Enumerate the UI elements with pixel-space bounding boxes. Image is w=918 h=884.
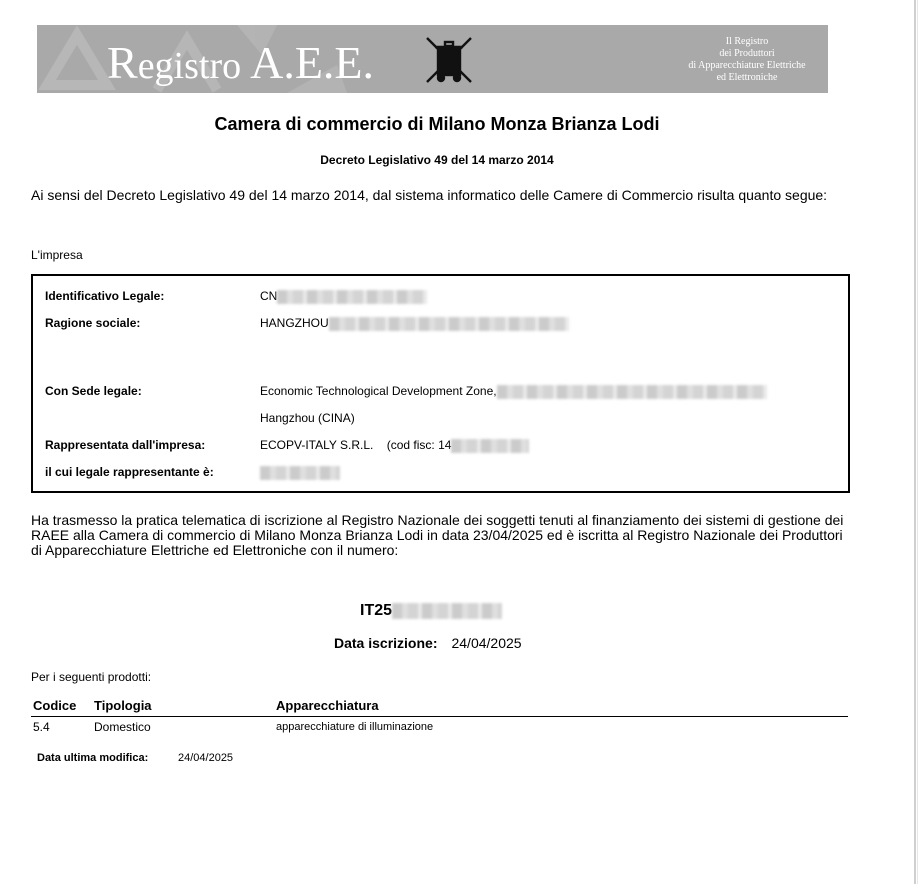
- redacted-block: [329, 317, 569, 331]
- intro-paragraph: Ai sensi del Decreto Legislativo 49 del 14 marzo 2014, dal sistema informatico delle Camere di Commercio risulta quanto segue:: [31, 187, 828, 203]
- identificativo-label: Identificativo Legale:: [45, 289, 165, 303]
- banner-subtitle-line: dei Produttori: [719, 48, 775, 59]
- identificativo-value: CN: [260, 289, 427, 304]
- banner-title-aee: A.E.E.: [250, 37, 375, 88]
- header-apparecchiatura: Apparecchiatura: [276, 698, 379, 713]
- data-ultima-modifica: [37, 752, 233, 764]
- product-apparecchiatura: apparecchiature di illuminazione: [276, 721, 434, 733]
- redacted-block: [392, 603, 502, 619]
- cod-fisc: (cod fisc: 14: [386, 438, 452, 452]
- registration-number: IT25: [360, 602, 502, 620]
- banner-title-r: R: [107, 37, 138, 88]
- impresa-section-label: L'impresa: [31, 248, 83, 262]
- redacted-block: [451, 439, 529, 453]
- data-iscrizione-value: 24/04/2025: [451, 635, 522, 651]
- page-edge: [914, 0, 916, 884]
- banner-subtitle: [672, 36, 822, 84]
- legale-label: il cui legale rappresentante è:: [45, 465, 214, 479]
- company-details-box: [31, 274, 850, 493]
- rappresentata-label: Rappresentata dall'impresa:: [45, 438, 206, 452]
- header-codice: Codice: [33, 698, 77, 713]
- product-codice: 5.4: [33, 720, 50, 734]
- redacted-block: [277, 290, 427, 304]
- modifica-value: 24/04/2025: [178, 752, 234, 764]
- crossed-out-bin-icon: [423, 35, 475, 85]
- redacted-block: [260, 466, 340, 480]
- decree-subtitle: Decreto Legislativo 49 del 14 marzo 2014: [320, 153, 554, 167]
- data-iscrizione-label: Data iscrizione:: [334, 635, 438, 651]
- rappresentata-value: ECOPV-ITALY S.R.L. (cod fisc: 14: [260, 438, 529, 453]
- sede-label: Con Sede legale:: [45, 384, 142, 398]
- sede-value: Economic Technological Development Zone,: [260, 384, 767, 399]
- table-header-divider: [31, 716, 848, 717]
- data-iscrizione: [334, 635, 522, 651]
- banner-subtitle-line: ed Elettroniche: [716, 72, 778, 83]
- banner-subtitle-line: Il Registro: [725, 36, 769, 47]
- banner-subtitle-line: di Apparecchiature Elettriche: [688, 60, 806, 71]
- registration-paragraph: Ha trasmesso la pratica telematica di iscrizione al Registro Nazionale dei soggetti tenuti al finanziamento dei sistemi di gestione dei RAEE alla Camera di commercio di Milano Monza Brianza Lodi in data 23/04/2025 ed è iscritta al Registro Nazionale dei Produttori di Apparecchiature Elettriche ed Elettroniche con il numero:: [31, 512, 844, 558]
- modifica-label: Data ultima modifica:: [37, 752, 149, 764]
- sede-city: Hangzhou (CINA): [260, 411, 355, 425]
- ragione-value: HANGZHOU: [260, 316, 569, 331]
- ragione-label: Ragione sociale:: [45, 316, 141, 330]
- prodotti-label: Per i seguenti prodotti:: [31, 670, 152, 684]
- header-tipologia: Tipologia: [94, 698, 152, 713]
- banner-title-egistro: egistro: [137, 45, 242, 87]
- registro-aee-banner: [37, 25, 828, 93]
- redacted-block: [497, 385, 767, 399]
- document-title: Camera di commercio di Milano Monza Brianza Lodi: [214, 114, 660, 134]
- legale-value: [260, 465, 340, 480]
- banner-title: [107, 33, 374, 93]
- product-tipologia: Domestico: [94, 720, 151, 734]
